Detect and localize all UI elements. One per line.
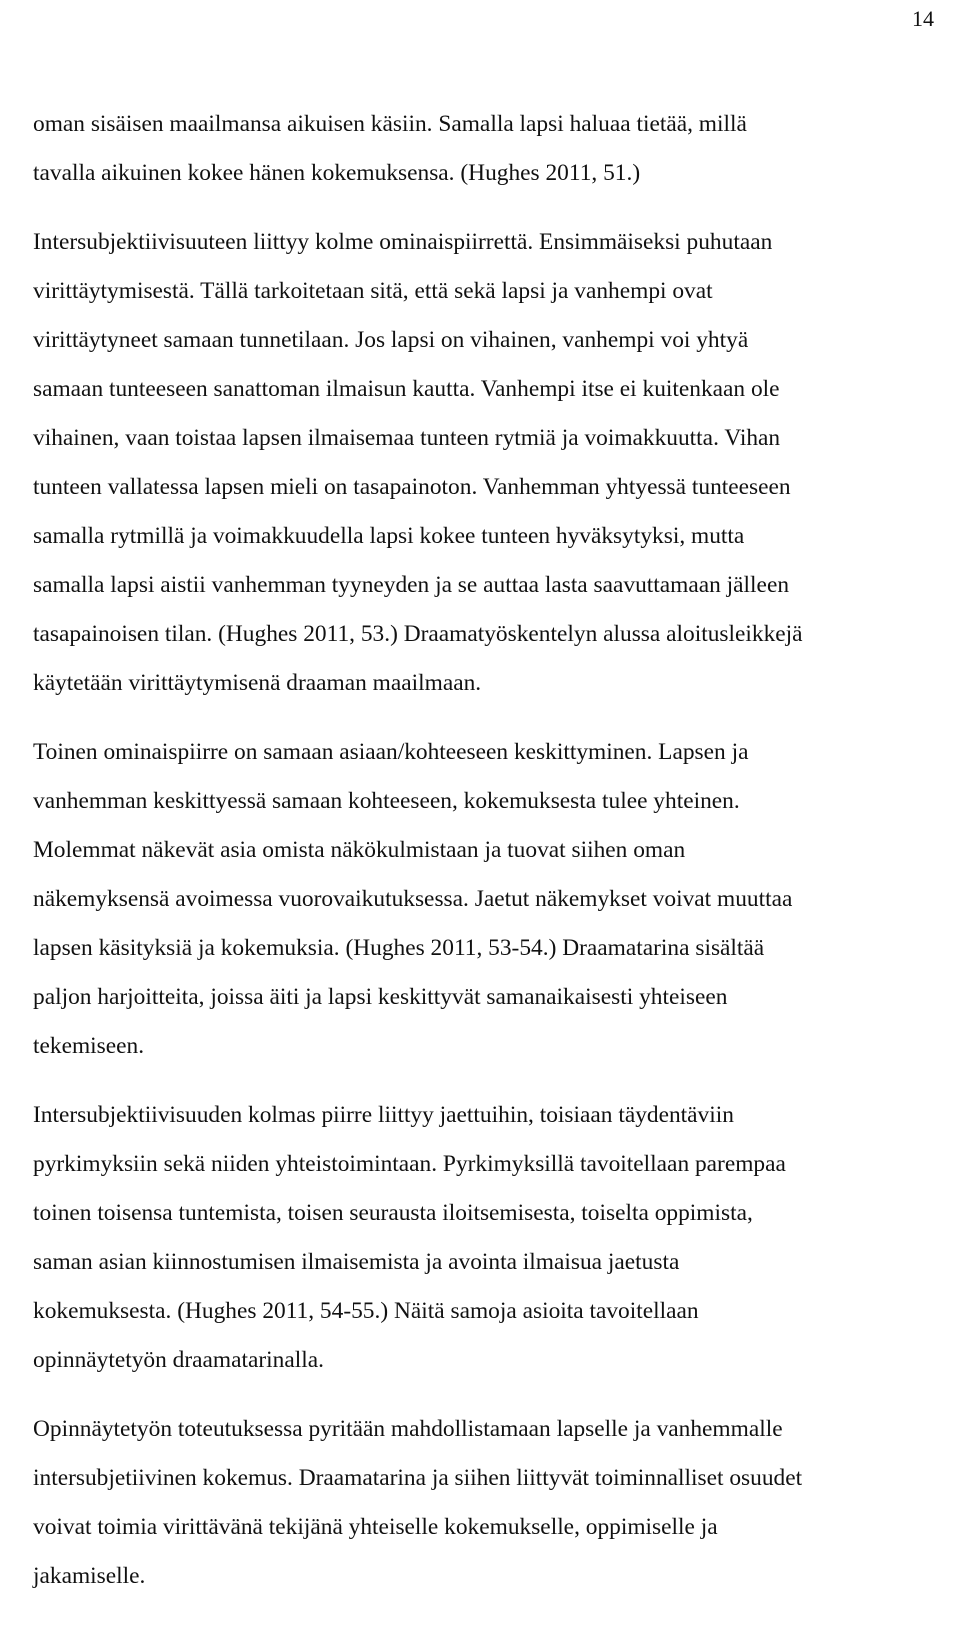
paragraph-spacer: [33, 708, 933, 728]
text-line: lapsen käsityksiä ja kokemuksia. (Hughes 2011, 53-54.) Draamatarina sisältää: [33, 935, 765, 961]
text-line: samaan tunteeseen sanattoman ilmaisun kautta. Vanhempi itse ei kuitenkaan ole: [33, 376, 780, 402]
text-line: tasapainoisen tilan. (Hughes 2011, 53.) Draamatyöskentelyn alussa aloitusleikkejä: [33, 621, 803, 647]
paragraph: [33, 1405, 933, 1601]
text-line: opinnäytetyön draamatarinalla.: [33, 1347, 324, 1373]
text-line: paljon harjoitteita, joissa äiti ja lapsi keskittyvät samanaikaisesti yhteiseen: [33, 984, 728, 1010]
paragraph-spacer: [33, 1385, 933, 1405]
text-line: voivat toimia virittävänä tekijänä yhteiselle kokemukselle, oppimiselle ja: [33, 1514, 718, 1540]
text-line: vanhemman keskittyessä samaan kohteeseen, kokemuksesta tulee yhteinen.: [33, 788, 740, 814]
text-line: intersubjetiivinen kokemus. Draamatarina ja siihen liittyvät toiminnalliset osuudet: [33, 1465, 803, 1491]
text-line: näkemyksensä avoimessa vuorovaikutuksessa. Jaetut näkemykset voivat muuttaa: [33, 886, 793, 912]
text-line: oman sisäisen maailmansa aikuisen käsiin. Samalla lapsi haluaa tietää, millä: [33, 111, 747, 137]
text-line: toinen toisensa tuntemista, toisen seurausta iloitsemisesta, toiselta oppimista,: [33, 1200, 753, 1226]
text-line: Intersubjektiivisuuden kolmas piirre liittyy jaettuihin, toisiaan täydentäviin: [33, 1102, 734, 1128]
text-line: virittäytymisestä. Tällä tarkoitetaan sitä, että sekä lapsi ja vanhempi ovat: [33, 278, 713, 304]
text-line: virittäytyneet samaan tunnetilaan. Jos lapsi on vihainen, vanhempi voi yhtyä: [33, 327, 749, 353]
paragraph: [33, 218, 933, 708]
text-line: saman asian kiinnostumisen ilmaisemista ja avointa ilmaisua jaetusta: [33, 1249, 680, 1275]
page-number: 14: [912, 6, 934, 31]
text-line: samalla lapsi aistii vanhemman tyyneyden ja se auttaa lasta saavuttamaan jälleen: [33, 572, 790, 598]
text-line: vihainen, vaan toistaa lapsen ilmaisemaa tunteen rytmiä ja voimakkuutta. Vihan: [33, 425, 781, 451]
text-line: kokemuksesta. (Hughes 2011, 54-55.) Näitä samoja asioita tavoitellaan: [33, 1298, 699, 1324]
text-line: Molemmat näkevät asia omista näkökulmistaan ja tuovat siihen oman: [33, 837, 686, 863]
paragraph: [33, 1091, 933, 1385]
body-text: [33, 100, 933, 1601]
text-line: samalla rytmillä ja voimakkuudella lapsi kokee tunteen hyväksytyksi, mutta: [33, 523, 745, 549]
text-line: pyrkimyksiin sekä niiden yhteistoimintaan. Pyrkimyksillä tavoitellaan parempaa: [33, 1151, 786, 1177]
paragraph: [33, 100, 933, 198]
text-line: tekemiseen.: [33, 1033, 145, 1059]
text-line: Intersubjektiivisuuteen liittyy kolme ominaispiirrettä. Ensimmäiseksi puhutaan: [33, 229, 773, 255]
paragraph-spacer: [33, 1071, 933, 1091]
paragraph: [33, 728, 933, 1071]
text-line: käytetään virittäytymisenä draaman maailmaan.: [33, 670, 482, 696]
text-line: Toinen ominaispiirre on samaan asiaan/kohteeseen keskittyminen. Lapsen ja: [33, 739, 749, 765]
text-line: Opinnäytetyön toteutuksessa pyritään mahdollistamaan lapselle ja vanhemmalle: [33, 1416, 783, 1442]
text-line: tunteen vallatessa lapsen mieli on tasapainoton. Vanhemman yhtyessä tunteeseen: [33, 474, 791, 500]
text-line: tavalla aikuinen kokee hänen kokemuksensa. (Hughes 2011, 51.): [33, 160, 641, 186]
text-line: jakamiselle.: [33, 1563, 146, 1589]
paragraph-spacer: [33, 198, 933, 218]
